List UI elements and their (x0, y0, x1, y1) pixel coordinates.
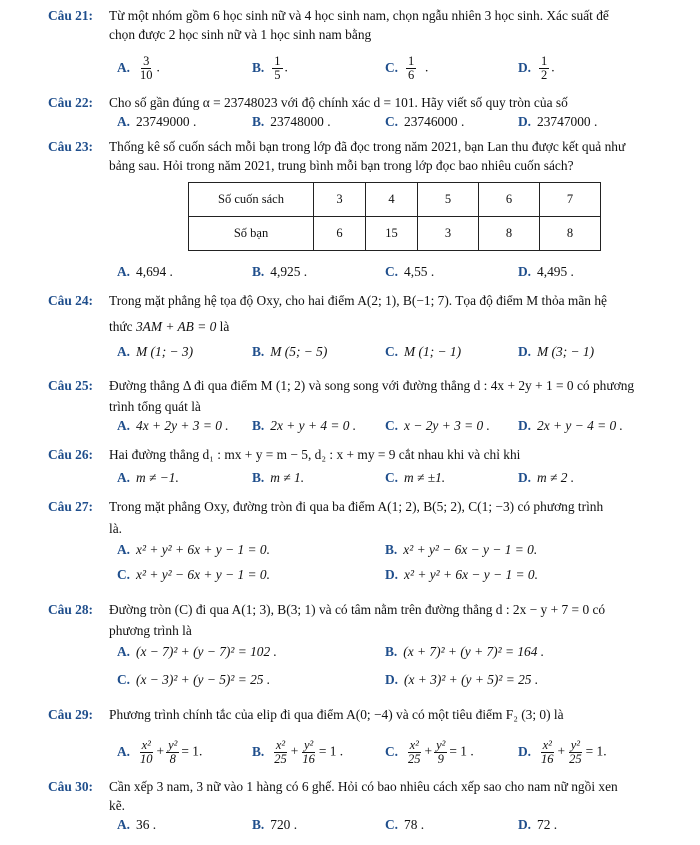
table-cell: 5 (418, 183, 479, 217)
table-cell: 8 (540, 217, 601, 251)
option-d[interactable]: D. $\frac{\text{x²}}{16}$ + $\frac{\text{y²}}{25}$ = 1. (518, 738, 607, 766)
question-text: Trong mặt phẳng hệ tọa độ Oxy, cho hai điểm A(2; 1), B(−1; 7). Tọa độ điểm M thỏa mãn hệ (109, 293, 607, 308)
question-label: Câu 26: (48, 447, 94, 462)
table-cell: 7 (540, 183, 601, 217)
option-a[interactable]: A. 4,694 . (117, 264, 173, 279)
table-cell: 4 (366, 183, 418, 217)
table-cell: 15 (366, 217, 418, 251)
question-text: kẽ. (109, 798, 125, 813)
option-a[interactable]: A. (x − 7)² + (y − 7)² = 102 . (117, 644, 277, 659)
question-text: thức 3AM + AB = 0 là (109, 319, 230, 334)
option-b[interactable]: B. M (5; − 5) (252, 344, 328, 359)
question-text: chọn được 2 học sinh nữ và 1 học sinh nam bằng (109, 27, 372, 42)
table-cell: 3 (314, 183, 366, 217)
option-a[interactable]: A. x² + y² + 6x + y − 1 = 0. (117, 542, 270, 557)
option-c[interactable]: C. m ≠ ±1. (385, 470, 446, 485)
question-text: Hai đường thẳng d₁ : mx + y = m − 5, d₂ : x + my = 9 cắt nhau khi và chỉ khi (109, 447, 521, 462)
question-text: Cho số gần đúng α = 23748023 với độ chính xác d = 101. Hãy viết số quy tròn của số (109, 95, 568, 110)
option-b[interactable]: B. 23748000 . (252, 114, 331, 129)
option-d[interactable]: D. 4,495 . (518, 264, 574, 279)
question-label: Câu 24: (48, 293, 94, 308)
option-a[interactable]: A. 36 . (117, 817, 157, 832)
option-c[interactable]: C. x² + y² − 6x + y − 1 = 0. (117, 567, 270, 582)
option-d[interactable]: D. 2x + y − 4 = 0 . (518, 418, 623, 433)
question-text: Cần xếp 3 nam, 3 nữ vào 1 hàng có 6 ghế. Hỏi có bao nhiêu cách xếp sao cho nam nữ ngồi xen (109, 779, 618, 794)
question-label: Câu 25: (48, 378, 94, 393)
question-label: Câu 21: (48, 8, 94, 23)
statistics-table (188, 182, 601, 251)
option-b[interactable]: B. 720 . (252, 817, 298, 832)
table-cell: 8 (479, 217, 540, 251)
question-label: Câu 28: (48, 602, 94, 617)
option-d[interactable]: D. (x + 3)² + (y + 5)² = 25 . (385, 672, 539, 687)
option-b[interactable]: B. 2x + y + 4 = 0 . (252, 418, 357, 433)
question-text: trình tổng quát là (109, 399, 201, 414)
question-label: Câu 30: (48, 779, 94, 794)
table-cell: Số bạn (189, 217, 314, 251)
question-label: Câu 27: (48, 499, 94, 514)
question-text: phương trình là (109, 623, 192, 638)
option-c[interactable]: C. 4,55 . (385, 264, 435, 279)
question-label: Câu 23: (48, 139, 94, 154)
option-b[interactable]: B. (x + 7)² + (y + 7)² = 164 . (385, 644, 545, 659)
option-a[interactable]: A. M (1; − 3) (117, 344, 194, 359)
option-c[interactable]: C. (x − 3)² + (y − 5)² = 25 . (117, 672, 271, 687)
question-label: Câu 22: (48, 95, 94, 110)
option-a[interactable]: A. 4x + 2y + 3 = 0 . (117, 418, 229, 433)
option-b[interactable]: B. x² + y² − 6x − y − 1 = 0. (385, 542, 538, 557)
question-text: Phương trình chính tắc của elip đi qua điểm A(0; −4) và có một tiêu điểm F₂ (3; 0) là (109, 707, 564, 722)
option-b[interactable]: B. 4,925 . (252, 264, 308, 279)
table-cell: 6 (314, 217, 366, 251)
vector-equation: 3AM + AB = 0 (135, 319, 217, 334)
option-a[interactable]: A. $\frac{3}{10}$ . (117, 54, 160, 82)
option-b[interactable]: B. $\frac{\text{x²}}{25}$ + $\frac{\text{y²}}{16}$ = 1 . (252, 738, 344, 766)
question-text: là. (109, 521, 123, 536)
table-cell: Số cuốn sách (189, 183, 314, 217)
option-d[interactable]: D. 23747000 . (518, 114, 598, 129)
table-row (189, 183, 601, 217)
question-text: Đường thẳng Δ đi qua điểm M (1; 2) và song song với đường thẳng d : 4x + 2y + 1 = 0 có phương (109, 378, 635, 393)
option-a[interactable]: A. $\frac{\text{x²}}{10}$ + $\frac{\text{y²}}{8}$ = 1. (117, 738, 203, 766)
question-text: bảng sau. Hỏi trong năm 2021, trung bình mỗi bạn trong lớp đọc bao nhiêu cuốn sách? (109, 158, 574, 173)
option-d[interactable]: D. x² + y² + 6x − y − 1 = 0. (385, 567, 538, 582)
option-c[interactable]: C. $\frac{1}{6}$ . (385, 54, 429, 82)
option-c[interactable]: C. 78 . (385, 817, 425, 832)
option-c[interactable]: C. M (1; − 1) (385, 344, 462, 359)
question-text: Trong mặt phẳng Oxy, đường tròn đi qua ba điểm A(1; 2), B(5; 2), C(1; −3) có phương trình (109, 499, 604, 514)
option-a[interactable]: A. 23749000 . (117, 114, 197, 129)
option-c[interactable]: C. 23746000 . (385, 114, 465, 129)
question-label: Câu 29: (48, 707, 94, 722)
question-text: Thống kê số cuốn sách mỗi bạn trong lớp đã đọc trong năm 2021, bạn Lan thu được kết quả như (109, 139, 626, 154)
option-d[interactable]: D. m ≠ 2 . (518, 470, 575, 485)
question-text: Từ một nhóm gồm 6 học sinh nữ và 4 học sinh nam, chọn ngẫu nhiên 3 học sinh. Xác suất để (109, 8, 609, 23)
table-row (189, 217, 601, 251)
option-d[interactable]: D. 72 . (518, 817, 558, 832)
table-cell: 6 (479, 183, 540, 217)
option-d[interactable]: D. M (3; − 1) (518, 344, 595, 359)
option-c[interactable]: C. x − 2y + 3 = 0 . (385, 418, 490, 433)
option-d[interactable]: D. $\frac{1}{2}$ . (518, 54, 555, 82)
option-a[interactable]: A. m ≠ −1. (117, 470, 179, 485)
option-b[interactable]: B. m ≠ 1. (252, 470, 305, 485)
table-cell: 3 (418, 217, 479, 251)
question-text: Đường tròn (C) đi qua A(1; 3), B(3; 1) và có tâm nằm trên đường thẳng d : 2x − y + 7 = 0 có (109, 602, 606, 617)
option-c[interactable]: C. $\frac{\text{x²}}{25}$ + $\frac{\text{y²}}{9}$ = 1 . (385, 738, 474, 766)
option-b[interactable]: B. $\frac{1}{5}$ . (252, 54, 288, 82)
